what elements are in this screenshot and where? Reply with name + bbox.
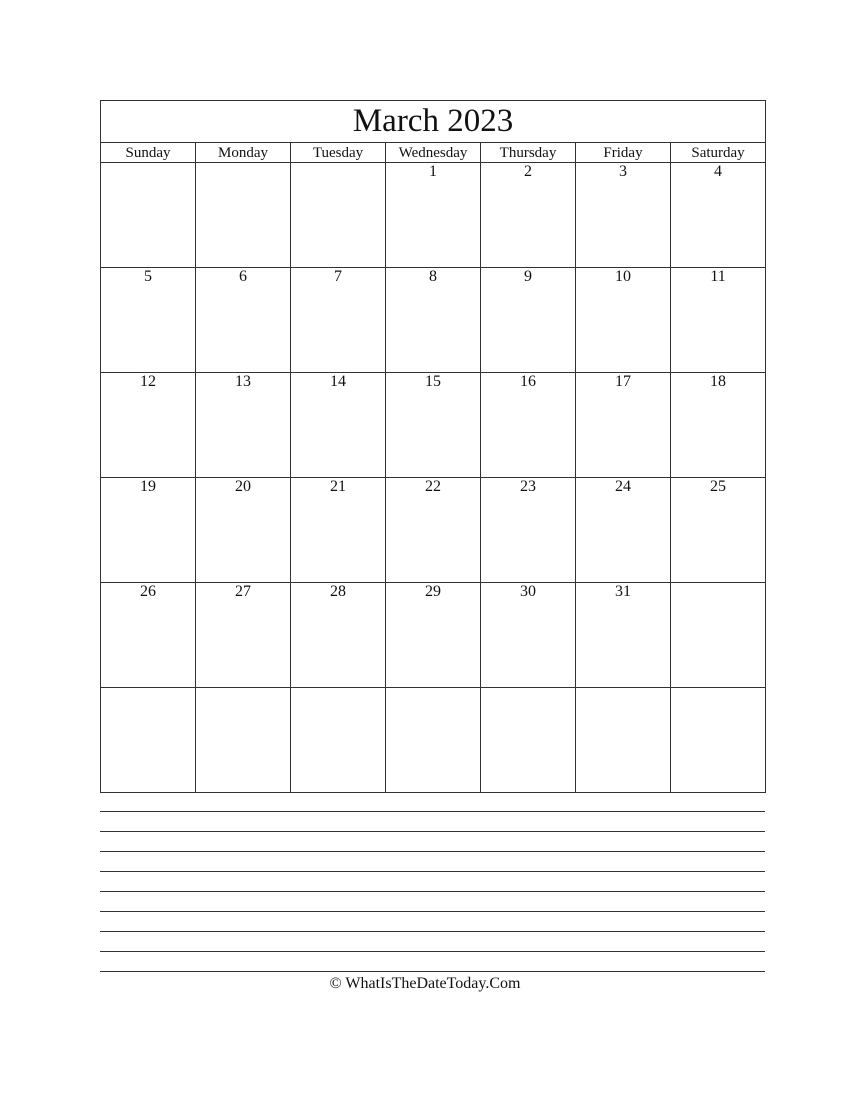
calendar-grid bbox=[100, 100, 766, 793]
note-line bbox=[100, 811, 765, 831]
day-cell: 23 bbox=[481, 478, 576, 583]
day-cell: 10 bbox=[576, 268, 671, 373]
day-cell bbox=[671, 583, 766, 688]
weekday-thursday: Thursday bbox=[481, 143, 576, 163]
note-line bbox=[100, 851, 765, 871]
weekday-friday: Friday bbox=[576, 143, 671, 163]
weekday-header-row bbox=[101, 143, 766, 163]
weekday-sunday: Sunday bbox=[101, 143, 196, 163]
day-cell: 18 bbox=[671, 373, 766, 478]
day-cell bbox=[671, 688, 766, 793]
week-row-4 bbox=[101, 478, 766, 583]
week-row-2 bbox=[101, 268, 766, 373]
day-cell: 2 bbox=[481, 163, 576, 268]
day-cell bbox=[101, 163, 196, 268]
note-line bbox=[100, 951, 765, 971]
week-row-3 bbox=[101, 373, 766, 478]
day-cell bbox=[481, 688, 576, 793]
day-cell: 13 bbox=[196, 373, 291, 478]
day-cell: 30 bbox=[481, 583, 576, 688]
note-line bbox=[100, 931, 765, 951]
day-cell: 8 bbox=[386, 268, 481, 373]
day-cell: 25 bbox=[671, 478, 766, 583]
day-cell: 3 bbox=[576, 163, 671, 268]
day-cell: 1 bbox=[386, 163, 481, 268]
note-line bbox=[100, 971, 765, 972]
note-line bbox=[100, 831, 765, 851]
day-cell: 11 bbox=[671, 268, 766, 373]
weekday-tuesday: Tuesday bbox=[291, 143, 386, 163]
week-row-5 bbox=[101, 583, 766, 688]
day-cell: 14 bbox=[291, 373, 386, 478]
day-cell: 19 bbox=[101, 478, 196, 583]
day-cell: 6 bbox=[196, 268, 291, 373]
day-cell: 27 bbox=[196, 583, 291, 688]
day-cell: 22 bbox=[386, 478, 481, 583]
calendar-title-row bbox=[101, 101, 766, 143]
note-line bbox=[100, 911, 765, 931]
day-cell: 21 bbox=[291, 478, 386, 583]
day-cell bbox=[291, 688, 386, 793]
day-cell: 4 bbox=[671, 163, 766, 268]
day-cell bbox=[291, 163, 386, 268]
day-cell: 24 bbox=[576, 478, 671, 583]
week-row-1 bbox=[101, 163, 766, 268]
day-cell: 29 bbox=[386, 583, 481, 688]
copyright-footer: © WhatIsTheDateToday.Com bbox=[329, 975, 521, 992]
day-cell: 9 bbox=[481, 268, 576, 373]
weekday-saturday: Saturday bbox=[671, 143, 766, 163]
weekday-wednesday: Wednesday bbox=[386, 143, 481, 163]
day-cell: 15 bbox=[386, 373, 481, 478]
day-cell: 16 bbox=[481, 373, 576, 478]
day-cell: 31 bbox=[576, 583, 671, 688]
day-cell: 7 bbox=[291, 268, 386, 373]
week-row-6 bbox=[101, 688, 766, 793]
day-cell bbox=[196, 688, 291, 793]
day-cell: 17 bbox=[576, 373, 671, 478]
day-cell: 28 bbox=[291, 583, 386, 688]
day-cell bbox=[101, 688, 196, 793]
day-cell bbox=[576, 688, 671, 793]
day-cell: 26 bbox=[101, 583, 196, 688]
day-cell bbox=[386, 688, 481, 793]
day-cell bbox=[196, 163, 291, 268]
weekday-monday: Monday bbox=[196, 143, 291, 163]
note-line bbox=[100, 871, 765, 891]
day-cell: 20 bbox=[196, 478, 291, 583]
day-cell: 5 bbox=[101, 268, 196, 373]
note-line bbox=[100, 891, 765, 911]
calendar-title: March 2023 bbox=[101, 101, 766, 143]
notes-lines bbox=[100, 811, 765, 972]
day-cell: 12 bbox=[101, 373, 196, 478]
